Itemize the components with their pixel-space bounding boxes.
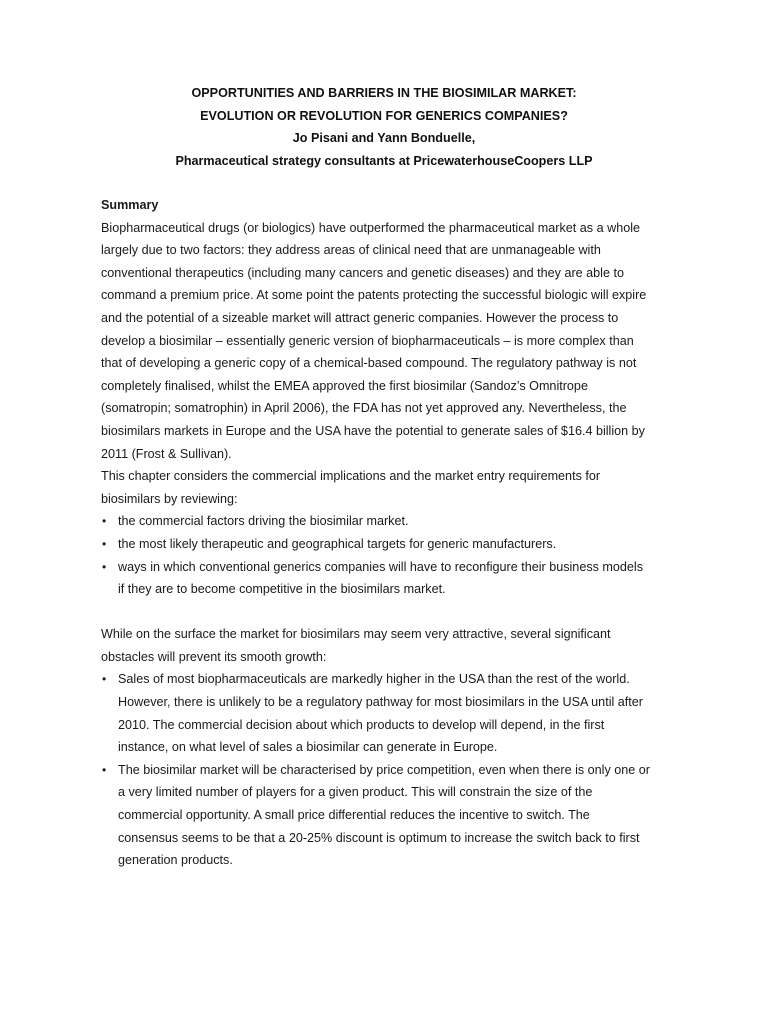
obstacles-paragraph xyxy=(101,623,681,668)
text-line: the most likely therapeutic and geographical targets for generic manufacturers. xyxy=(118,536,557,551)
list-item xyxy=(101,668,681,758)
affiliation-line: Pharmaceutical strategy consultants at PricewaterhouseCoopers LLP xyxy=(175,153,593,168)
chapter-paragraph xyxy=(101,465,681,510)
text-line: command a premium price. At some point the patents protecting the successful biologic will expire xyxy=(101,288,647,303)
bullet-icon: • xyxy=(102,762,107,777)
text-line: biosimilars markets in Europe and the USA have the potential to generate sales of $16.4 billion by xyxy=(101,423,645,438)
text-line: if they are to become competitive in the biosimilars market. xyxy=(118,582,446,597)
text-line: instance, on what level of sales a biosimilar can generate in Europe. xyxy=(118,740,498,755)
list-item xyxy=(101,510,681,533)
text-line: 2010. The commercial decision about which products to develop will depend, in the first xyxy=(118,717,605,732)
paragraph-spacer xyxy=(101,601,681,624)
text-line: consensus seems to be that a 20-25% discount is optimum to increase the switch back to first xyxy=(118,830,640,845)
text-line: generation products. xyxy=(118,853,233,868)
text-line: that of developing a generic copy of a chemical-based compound. The regulatory pathway is not xyxy=(101,356,637,371)
text-line: However, there is unlikely to be a regulatory pathway for most biosimilars in the USA until after xyxy=(118,695,643,710)
review-bullet-list xyxy=(101,510,681,600)
list-item xyxy=(101,533,681,556)
bullet-icon: • xyxy=(102,559,107,574)
list-item xyxy=(101,556,681,601)
text-line: obstacles will prevent its smooth growth: xyxy=(101,649,327,664)
text-line: Biopharmaceutical drugs (or biologics) have outperformed the pharmaceutical market as a whole xyxy=(101,220,641,235)
text-line: 2011 (Frost & Sullivan). xyxy=(101,446,232,461)
title-block xyxy=(0,82,768,172)
text-line: biosimilars by reviewing: xyxy=(101,491,238,506)
author-line: Jo Pisani and Yann Bonduelle, xyxy=(292,131,476,146)
text-line: develop a biosimilar – essentially generic version of biopharmaceuticals – is more complex than xyxy=(101,333,634,348)
text-line: largely due to two factors: they address areas of clinical need that are unmanageable with xyxy=(101,243,601,258)
bullet-icon: • xyxy=(102,536,107,551)
obstacle-bullet-list xyxy=(101,668,681,871)
text-line: Sales of most biopharmaceuticals are markedly higher in the USA than the rest of the world. xyxy=(118,672,630,687)
document-body xyxy=(101,194,681,872)
text-line: the commercial factors driving the biosimilar market. xyxy=(118,514,409,529)
text-line: conventional therapeutics (including many cancers and genetic diseases) and they are able to xyxy=(101,265,624,280)
summary-paragraph xyxy=(101,217,681,466)
bullet-icon: • xyxy=(102,672,107,687)
text-line: While on the surface the market for biosimilars may seem very attractive, several significant xyxy=(101,627,611,642)
list-item xyxy=(101,759,681,872)
text-line: and the potential of a sizeable market will attract generic companies. However the process to xyxy=(101,310,619,325)
text-line: commercial opportunity. A small price differential reduces the incentive to switch. The xyxy=(118,808,590,823)
title-line: EVOLUTION OR REVOLUTION FOR GENERICS COMPANIES? xyxy=(200,108,568,123)
text-line: This chapter considers the commercial implications and the market entry requirements for xyxy=(101,469,601,484)
text-line: The biosimilar market will be characterised by price competition, even when there is only one or xyxy=(118,762,650,777)
text-line: a very limited number of players for a given product. This will constrain the size of the xyxy=(118,785,593,800)
text-line: (somatropin; somatrophin) in April 2006), the FDA has not yet approved any. Nevertheless, the xyxy=(101,401,627,416)
title-line: OPPORTUNITIES AND BARRIERS IN THE BIOSIMILAR MARKET: xyxy=(191,86,577,100)
text-line: ways in which conventional generics companies will have to reconfigure their business models xyxy=(118,559,644,574)
text-line: completely finalised, whilst the EMEA approved the first biosimilar (Sandoz’s Omnitrope xyxy=(101,378,588,393)
summary-heading: Summary xyxy=(101,198,159,212)
bullet-icon: • xyxy=(102,514,107,529)
